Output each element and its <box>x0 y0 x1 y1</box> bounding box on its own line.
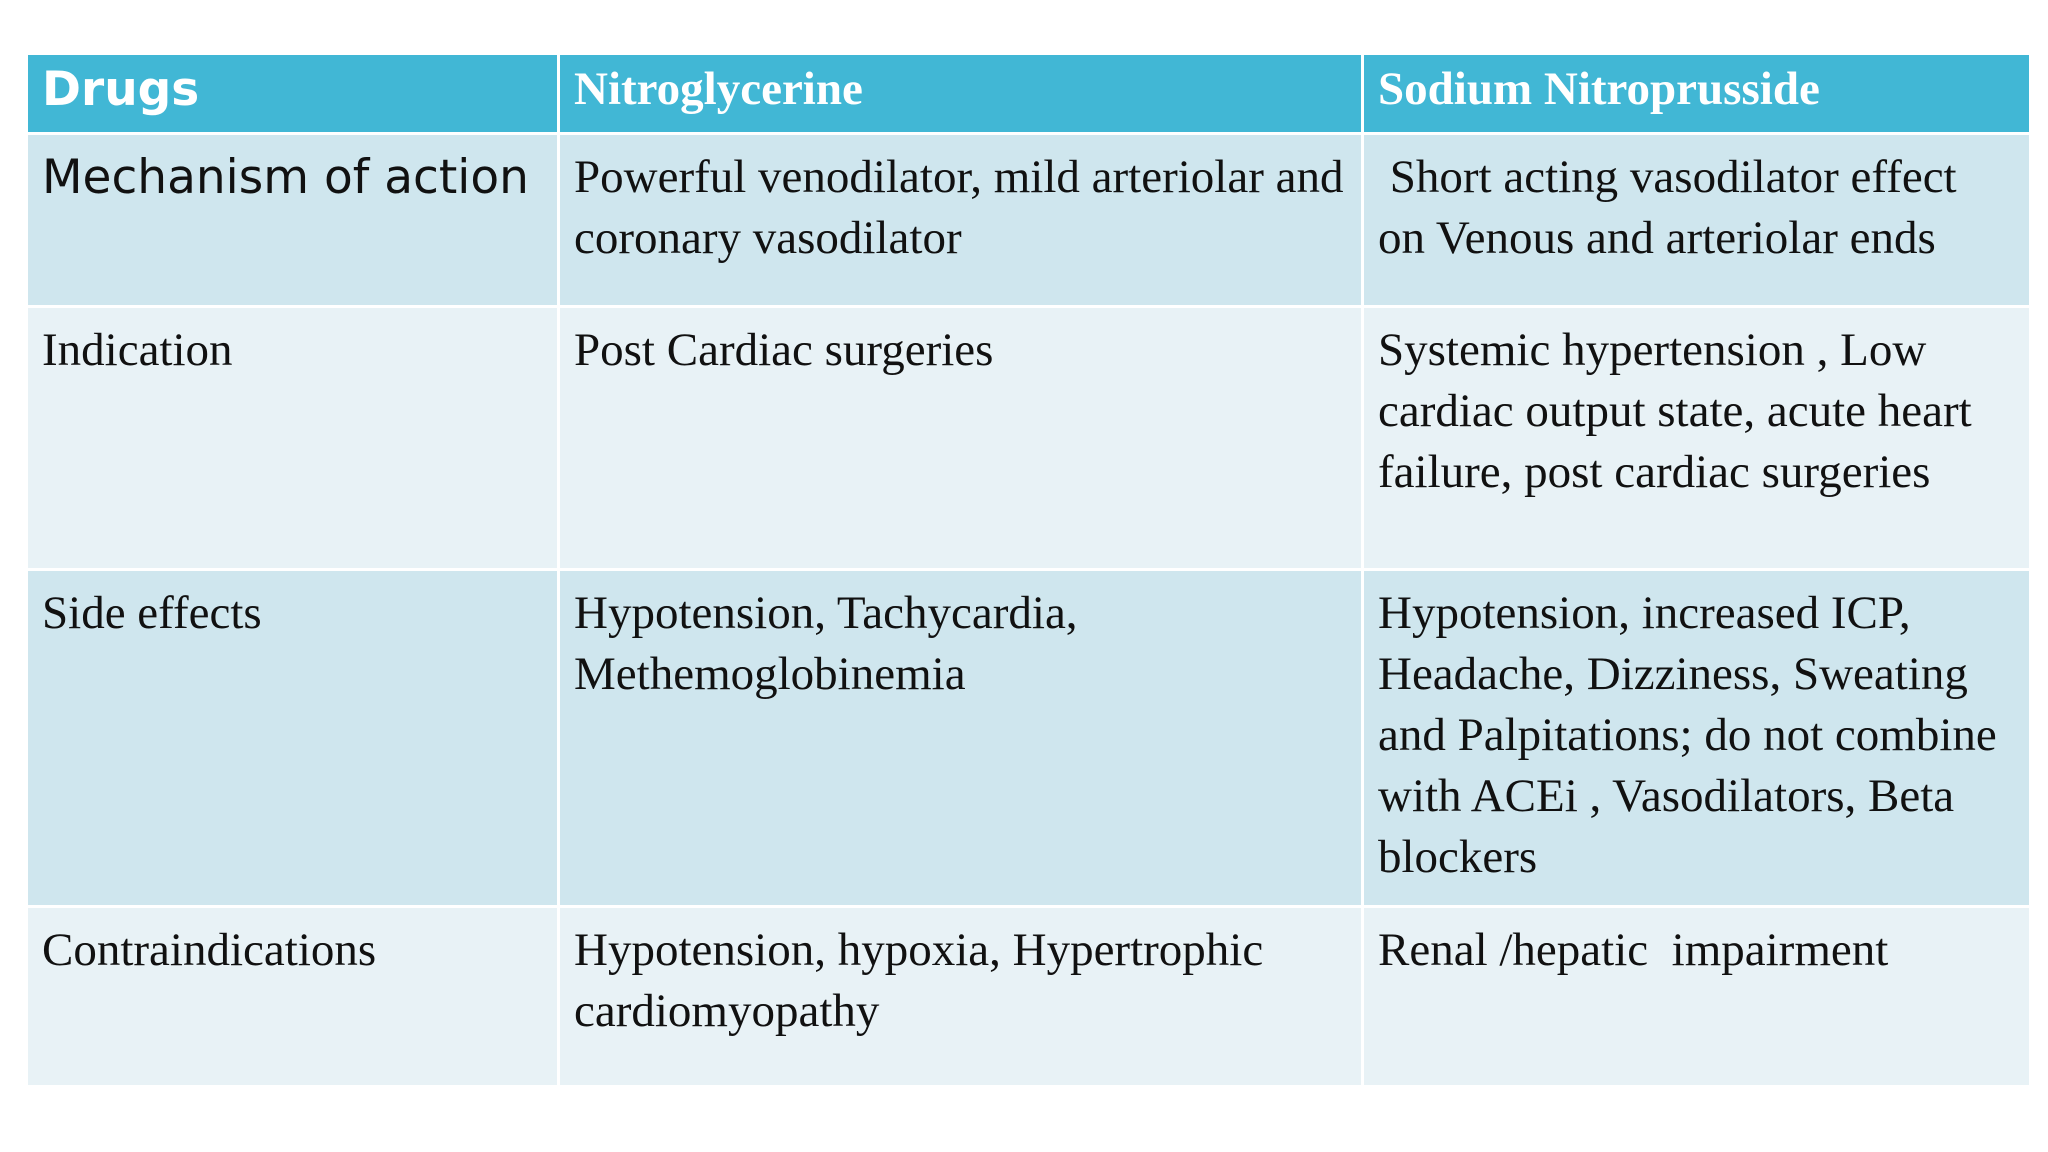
header-drugs: Drugs <box>27 54 559 134</box>
table-row-contraindications <box>27 907 2031 1087</box>
table-row-side-effects <box>27 570 2031 907</box>
drug-comparison-table <box>25 52 2032 1088</box>
table-row-mechanism <box>27 134 2031 307</box>
row-label: Mechanism of action <box>27 134 559 307</box>
header-nitroglycerine: Nitroglycerine <box>559 54 1363 134</box>
table-header-row <box>27 54 2031 134</box>
row-label: Side effects <box>27 570 559 907</box>
nitroglycerine-cell: Hypotension, Tachycardia, Methemoglobinemia <box>559 570 1363 907</box>
row-label: Indication <box>27 307 559 570</box>
nitroglycerine-cell: Powerful venodilator, mild arteriolar and coronary vasodilator <box>559 134 1363 307</box>
nitroprusside-cell: Hypotension, increased ICP, Headache, Dizziness, Sweating and Palpitations; do not combine with ACEi , Vasodilators, Beta blockers <box>1363 570 2031 907</box>
header-sodium-nitroprusside: Sodium Nitroprusside <box>1363 54 2031 134</box>
nitroglycerine-cell: Post Cardiac surgeries <box>559 307 1363 570</box>
table-row-indication <box>27 307 2031 570</box>
nitroprusside-cell: Short acting vasodilator effect on Venous and arteriolar ends <box>1363 134 2031 307</box>
nitroprusside-cell: Renal /hepatic impairment <box>1363 907 2031 1087</box>
nitroprusside-cell: Systemic hypertension , Low cardiac output state, acute heart failure, post cardiac surgeries <box>1363 307 2031 570</box>
row-label: Contraindications <box>27 907 559 1087</box>
nitroglycerine-cell: Hypotension, hypoxia, Hypertrophic cardiomyopathy <box>559 907 1363 1087</box>
